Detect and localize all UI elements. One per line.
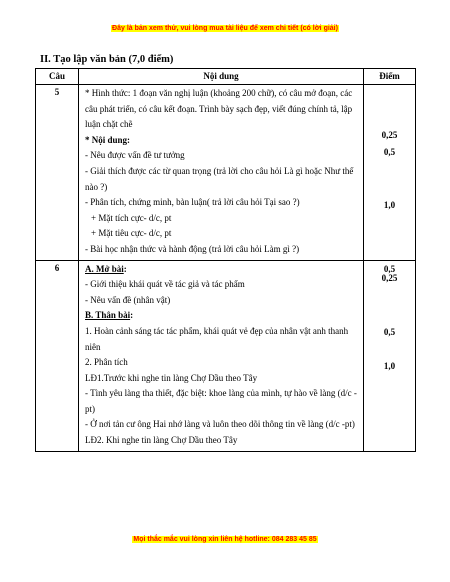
content-line: - Ở nơi tản cư ông Hai nhớ làng và luôn theo dõi thông tin về làng (d/c -pt): [85, 419, 355, 430]
question-number: 5: [36, 85, 79, 261]
content-line: LĐ2. Khi nghe tin làng Chợ Dầu theo Tây: [85, 435, 238, 446]
content-line: * Nội dung:: [85, 134, 131, 145]
score-value: 1,0: [383, 360, 396, 371]
score-cell: [364, 85, 416, 283]
preview-banner: [0, 25, 450, 32]
content-line: 2. Phân tích: [85, 357, 128, 368]
content-heading: [85, 262, 359, 278]
preview-banner-text: Đây là bản xem thử, vui lòng mua tài liệu để xem chi tiết (có lời giải): [112, 25, 338, 32]
content-line: - Nêu vấn đề (nhân vật): [85, 294, 171, 305]
question-number: 6: [36, 260, 79, 451]
heading-colon: :: [123, 263, 127, 274]
heading-colon: :: [130, 310, 134, 321]
hotline-banner: [0, 536, 450, 543]
content-line: - Phân tích, chứng minh, bàn luận( trả lời câu hỏi Tại sao ?): [85, 197, 300, 208]
grading-table: [35, 68, 416, 452]
score-cell: [364, 260, 416, 451]
content-line: + Mặt tiêu cực- d/c, pt: [91, 228, 172, 239]
table-header-row: [36, 69, 416, 85]
score-value: 0,5: [383, 263, 396, 274]
question-content: [79, 260, 364, 451]
score-value: 0,25: [381, 130, 398, 140]
content-line: LĐ1.Trước khi nghe tin làng Chợ Dầu theo Tây: [85, 372, 258, 383]
score-value: 0,5: [383, 326, 396, 337]
content-line: - Nêu được vấn đề tư tưởng: [85, 150, 185, 161]
table-row-q5: [36, 85, 416, 261]
hotline-banner-text: Mọi thắc mắc vui lòng xin liên hệ hotline: 084 283 45 85: [133, 536, 317, 543]
table-row-q6: [36, 260, 416, 451]
content-line: * Hình thức: 1 đoạn văn nghị luận (khoảng 200 chữ), có câu mở đoạn, các câu phát triển, có câu kết đoạn. Trình bày sạch đẹp, viết đúng chính tả, lập luận chặt chẽ: [85, 88, 353, 130]
score-value: 0,25: [381, 273, 398, 283]
content-line: - Giới thiệu khái quát về tác giả và tác phẩm: [85, 279, 245, 290]
score-value: 0,5: [383, 147, 396, 157]
score-value: 1,0: [383, 200, 396, 210]
content-line: - Bài học nhận thức và hành động (trả lời câu hỏi Làm gì ?): [85, 243, 300, 254]
header-cau: Câu: [36, 69, 79, 85]
content-line: + Mặt tích cực- d/c, pt: [91, 212, 172, 223]
header-noi-dung: Nội dung: [79, 69, 364, 85]
content-heading: [85, 308, 359, 324]
content-line: - Tình yêu làng tha thiết, đặc biệt: khoe làng của mình, tự hào về làng (d/c - pt): [85, 388, 357, 414]
content-line: - Giải thích được các từ quan trọng (trả lời cho câu hỏi Là gì hoặc Như thế nào ?): [85, 165, 354, 192]
heading-label: A. Mở bài: [85, 263, 124, 274]
section-title: II. Tạo lập văn bản (7,0 điểm): [40, 54, 174, 65]
content-line: 1. Hoàn cảnh sáng tác tác phẩm, khái quát vẻ đẹp của nhân vật anh thanh niên: [85, 325, 349, 352]
question-content: [79, 85, 364, 261]
heading-label: B. Thân bài: [85, 310, 131, 321]
header-diem: Điểm: [364, 69, 416, 85]
